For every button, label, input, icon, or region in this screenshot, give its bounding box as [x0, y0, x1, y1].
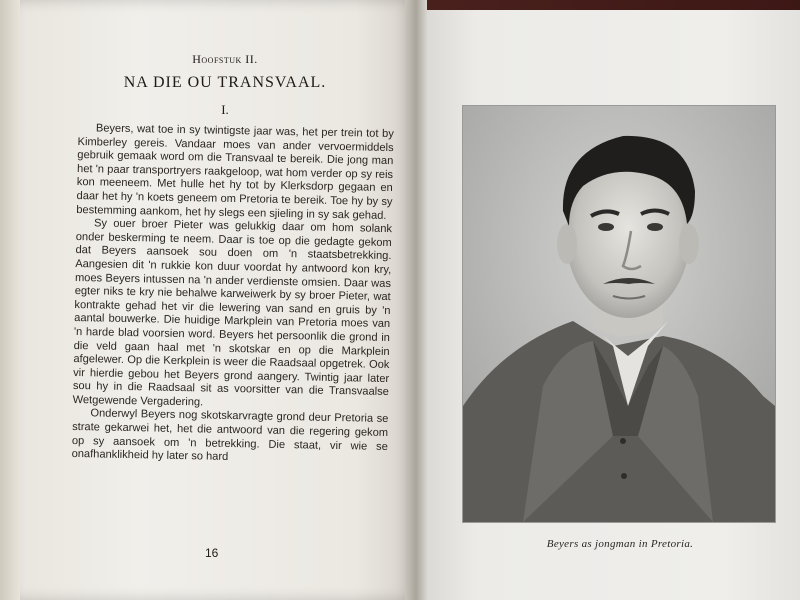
paragraph-1: Beyers, wat toe in sy twintigste jaar was, het per trein tot by Kimberley gereis. Vandaar moes van ander vervoermiddels gebruik gemaak word om die Transvaal te bereik. Die jong man het 'n paar transportryers raakgeloop, wat hom verder op sy reis kon meeneem. Met hulle het hy tot by Klerksdorp gegaan en daar het hy 'n koets geneem om Pretoria te bereik. Toe hy by sy bestemming aankom, het hy slegs een sjieling in sy sak gehad.	[76, 122, 394, 222]
section-number: I.	[221, 102, 229, 117]
book-gutter	[405, 0, 427, 600]
body-text	[71, 122, 393, 468]
paragraph-2: Sy ouer broer Pieter was gelukkig daar om hom solank onder beskerming te neem. Daar is toe op die gedagte gekom dat Beyers aansoek sou doen om 'n staatsbetrekking. Aangesien dit 'n rukkie kon duur voordat hy antwoord kon kry, moes Beyers intussen na 'n ander verdienste omsien. Daar was egter niks te kry nie behalwe karweiwerk by sy broer Pieter, wat kontrakte gehad het vir die lewering van sand en gruis by 'n aantal bouwerke. Die huidige Markplein van Pretoria moes van 'n harde blad voorsien word. Beyers het persoonlik die grond in die veld gaan haal met 'n skotskar en op die Markplein afgelewer. Op die Kerkplein is weer die Raadsaal opgetrek. Ook vir hierdie gebou het Beyers grond aangery. Twintig jaar later sou hy in die Raadsaal sit as voorsitter van die Transvaalse Wetgewende Vergadering.	[72, 217, 393, 409]
photo-caption: Beyers as jongman in Pretoria.	[546, 538, 694, 550]
chapter-title: NA DIE OU TRANSVAAL.	[123, 74, 327, 91]
running-head: Hoofstuk II.	[192, 52, 258, 66]
portrait-illustration	[463, 106, 775, 522]
paragraph-3: Onderwyl Beyers nog skotskarvragte grond deur Pretoria se strate gekarwei het, het die antwoord van die regering gekom op sy aansoek om 'n betrekking. Die staat, vir wie se onafhanklikheid hy later so hard	[71, 407, 389, 464]
page-number: 16	[205, 546, 219, 560]
portrait-photo	[463, 106, 775, 522]
